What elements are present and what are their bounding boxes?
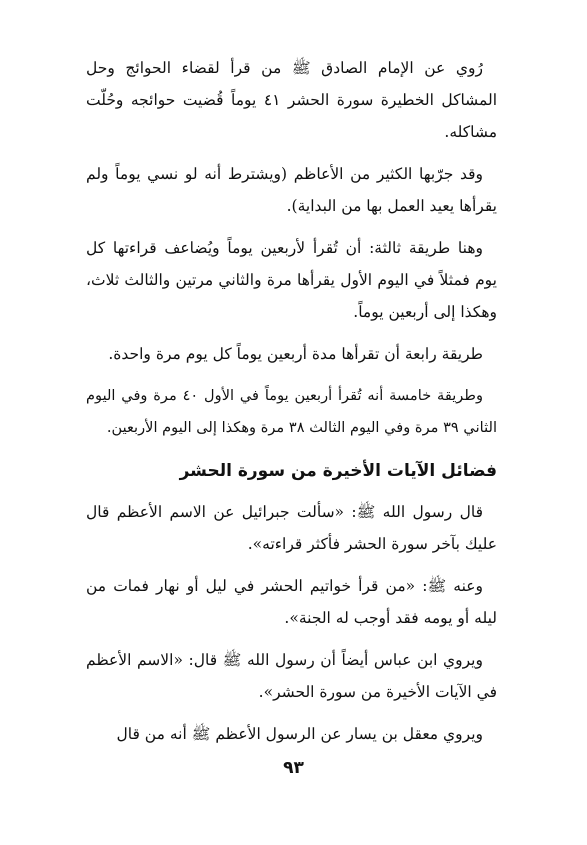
paragraph-khawatim-hadith: وعنه ﷺ: «من قرأ خواتيم الحشر في ليل أو نهار فمات من ليله أو يومه فقد أوجب له الجنة». <box>86 577 497 627</box>
page-number: ٩٣ <box>283 758 304 778</box>
paragraph-fifth-method: وطريقة خامسة أنه تُقرأ أربعين يوماً في الأول ٤٠ مرة وفي اليوم الثاني ٣٩ مرة وفي اليوم الثالث ٣٨ مرة وهكذا إلى اليوم الأربعين. <box>86 387 497 436</box>
paragraph-ibn-abbas-hadith: ويروي ابن عباس أيضاً أن رسول الله ﷺ قال: «الاسم الأعظم في الآيات الأخيرة من سورة الحشر». <box>86 651 497 701</box>
paragraph-sadiq-narration: رُوي عن الإمام الصادق ﷺ من قرأ لقضاء الحوائج وحل المشاكل الخطيرة سورة الحشر ٤١ يوماً قُضيت حوائجه وحُلّت مشاكله. <box>86 59 498 141</box>
section-heading: فضائل الآيات الأخيرة من سورة الحشر <box>179 461 497 481</box>
paragraph-jibril-hadith: قال رسول الله ﷺ: «سألت جبرائيل عن الاسم الأعظم قال عليك بآخر سورة الحشر فأكثر قراءته». <box>86 503 497 553</box>
paragraph-third-method: وهنا طريقة ثالثة: أن تُقرأ لأربعين يوماً ويُضاعف قراءتها كل يوم فمثلاً في اليوم الأول يقرأها مرة والثاني مرتين والثالث ثلاث، وهكذا إلى أربعين يوماً. <box>86 239 497 321</box>
paragraph-maqil-hadith: ويروي معقل بن يسار عن الرسول الأعظم ﷺ أنه من قال <box>116 725 483 743</box>
paragraph-tried-by-scholars: وقد جرّبها الكثير من الأعاظم (ويشترط أنه لو نسي يوماً ولم يقرأها يعيد العمل بها من البداية). <box>86 165 497 215</box>
paragraph-fourth-method: طريقة رابعة أن تقرأها مدة أربعين يوماً كل يوم مرة واحدة. <box>108 345 483 363</box>
page-body <box>86 52 497 760</box>
